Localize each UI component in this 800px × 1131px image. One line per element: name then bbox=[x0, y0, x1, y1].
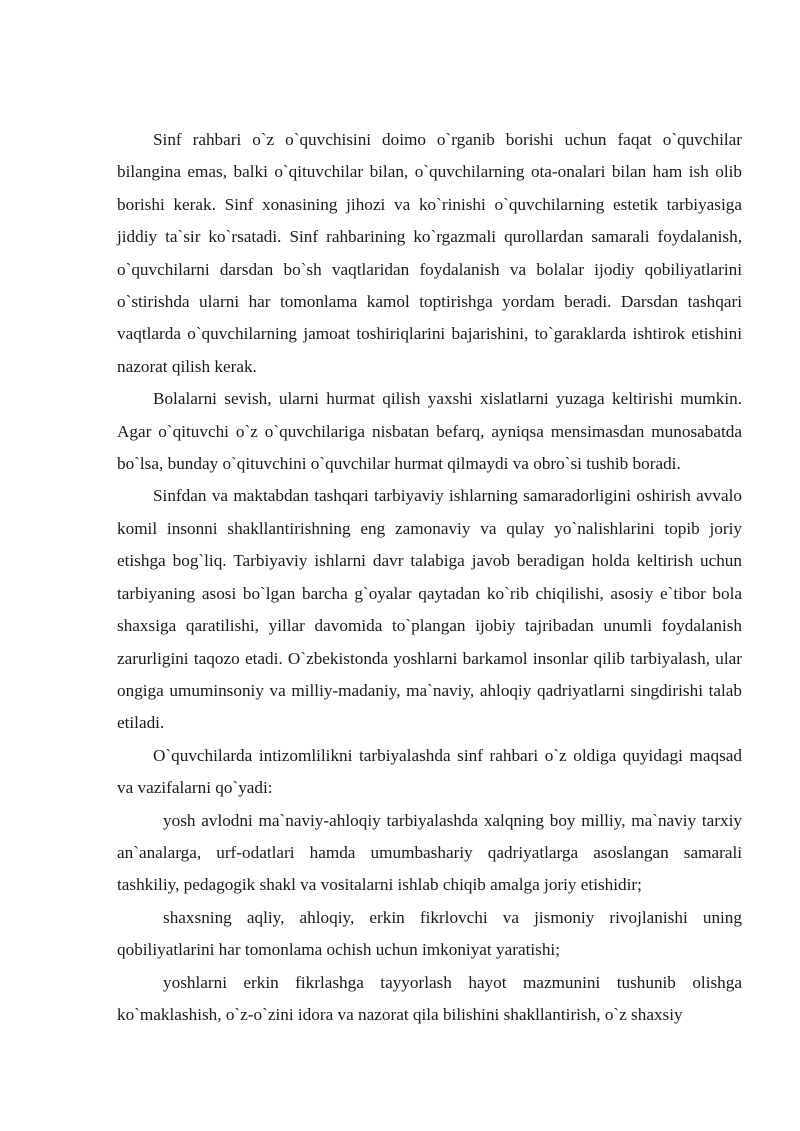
paragraph-2: Bolalarni sevish, ularni hurmat qilish yaxshi xislatlarni yuzaga keltirishi mumkin. Agar o`qituvchi o`z o`quvchilariga nisbatan befarq, ayniqsa mensimasdan munosabatda bo`lsa, bunday o`qituvchini o`quvchilar hurmat qilmaydi va obro`si tushib boradi. bbox=[117, 389, 742, 474]
paragraph-4: O`quvchilarda intizomlilikni tarbiyalashda sinf rahbari o`z oldiga quyidagi maqsad va vazifalarni qo`yadi: bbox=[117, 745, 742, 798]
paragraph-1: Sinf rahbari o`z o`quvchisini doimo o`rganib borishi uchun faqat o`quvchilar bilangina emas, balki o`qituvchilar bilan, o`quvchilarning ota-onalari bilan ham ish olib borishi kerak. Sinf xonasining jihozi va ko`rinishi o`quvchilarning estetik tarbiyasiga jiddiy ta`sir ko`rsatadi. Sinf rahbarining ko`rgazmali qurollardan samarali foydalanish, o`quvchilarni darsdan bo`sh vaqtlaridan foydalanish va bolalar ijodiy qobiliyatlarini o`stirishda ularni har tomonlama kamol toptirishga yordam beradi. Darsdan tashqari vaqtlarda o`quvchilarning jamoat toshiriqlarini bajarishini, to`garaklarda ishtirok etishini nazorat qilish kerak. bbox=[117, 130, 742, 376]
paragraph-3: Sinfdan va maktabdan tashqari tarbiyaviy ishlarning samaradorligini oshirish avvalo komil insonni shakllantirishning eng zamonaviy va qulay yo`nalishlarini topib joriy etishga bog`liq. Tarbiyaviy ishlarni davr talabiga javob beradigan holda keltirish uchun tarbiyaning asosi bo`lgan barcha g`oyalar qaytadan ko`rib chiqilishi, asosiy e`tibor bola shaxsiga qaratilishi, yillar davomida to`plangan ijobiy tajribadan unumli foydalanish zarurligini taqozo etadi. O`zbekistonda yoshlarni barkamol insonlar qilib tarbiyalash, ular ongiga umuminsoniy va milliy-madaniy, ma`naviy, ahloqiy qadriyatlarni singdirishi talab etiladi. bbox=[117, 486, 742, 733]
list-item-1: yosh avlodni ma`naviy-ahloqiy tarbiyalashda xalqning boy milliy, ma`naviy tarxiy an`analarga, urf-odatlari hamda umumbashariy qadriyatlarga asoslangan samarali tashkiliy, pedagogik shakl va vositalarni ishlab chiqib amalga joriy etishidir; bbox=[117, 810, 742, 895]
list-item-3: yoshlarni erkin fikrlashga tayyorlash hayot mazmunini tushunib olishga ko`maklashish, o`z-o`zini idora va nazorat qila bilishini shakllantirish, o`z shaxsiy bbox=[117, 972, 742, 1024]
list-item-2: shaxsning aqliy, ahloqiy, erkin fikrlovchi va jismoniy rivojlanishi uning qobiliyatlarini har tomonlama ochish uchun imkoniyat yaratishi; bbox=[117, 907, 742, 960]
document-page bbox=[117, 124, 742, 1031]
